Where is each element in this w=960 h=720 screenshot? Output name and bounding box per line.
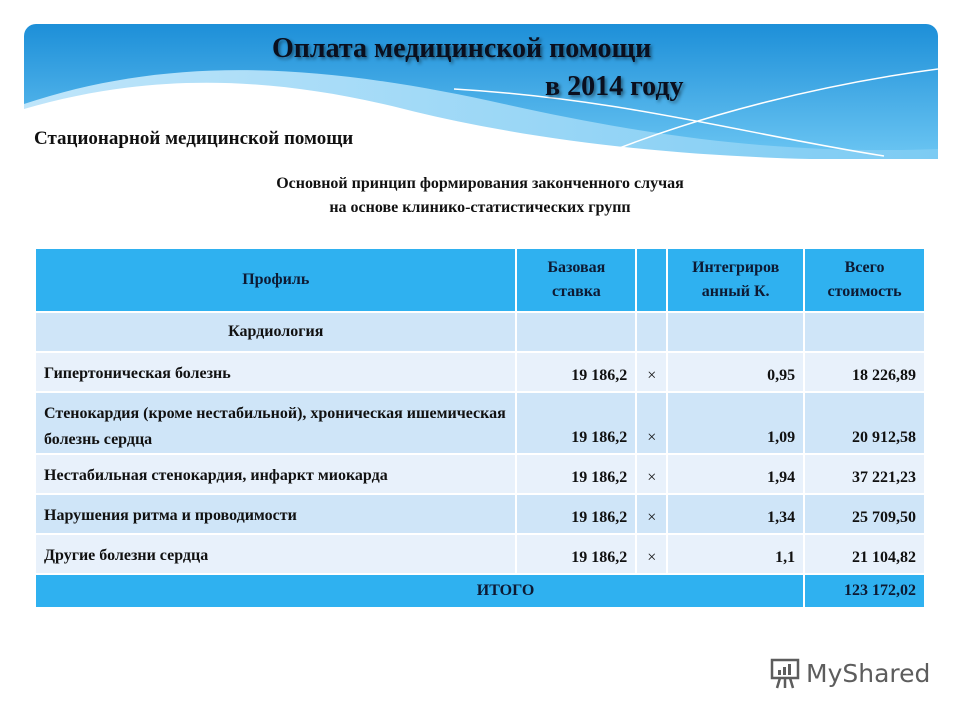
cost-table (34, 247, 926, 609)
row-coef: 0,95 (667, 352, 804, 392)
row-name: Стенокардия (кроме нестабильной), хроническая ишемическая болезнь сердца (35, 392, 516, 454)
section-label: Кардиология (35, 312, 516, 352)
title-line-1: Оплата медицинской помощи (272, 33, 652, 64)
row-base: 19 186,2 (516, 534, 636, 574)
row-coef: 1,1 (667, 534, 804, 574)
row-total: 25 709,50 (804, 494, 925, 534)
watermark-logo (768, 656, 930, 690)
total-row (35, 574, 925, 608)
table-row (35, 392, 925, 454)
header-total-cost: Всего стоимость (804, 248, 925, 312)
row-coef: 1,94 (667, 454, 804, 494)
header-multiply (636, 248, 667, 312)
row-base: 19 186,2 (516, 392, 636, 454)
empty-cell (636, 312, 667, 352)
title-line-2: в 2014 году (545, 71, 684, 102)
row-name: Нестабильная стенокардия, инфаркт миокарда (35, 454, 516, 494)
row-coef: 1,34 (667, 494, 804, 534)
table-row (35, 494, 925, 534)
table-row (35, 534, 925, 574)
header-coefficient: Интегриров анный К. (667, 248, 804, 312)
multiply-sign: × (636, 352, 667, 392)
multiply-sign: × (636, 494, 667, 534)
total-label: ИТОГО (35, 574, 804, 608)
subtitle: Стационарной медицинской помощи (34, 128, 354, 149)
row-base: 19 186,2 (516, 352, 636, 392)
empty-cell (804, 312, 925, 352)
empty-cell (516, 312, 636, 352)
row-name: Нарушения ритма и проводимости (35, 494, 516, 534)
table-row (35, 352, 925, 392)
row-total: 20 912,58 (804, 392, 925, 454)
table-header-row (35, 248, 925, 312)
presentation-board-icon (768, 656, 802, 690)
multiply-sign: × (636, 392, 667, 454)
row-total: 18 226,89 (804, 352, 925, 392)
empty-cell (667, 312, 804, 352)
row-total: 21 104,82 (804, 534, 925, 574)
row-name: Гипертоническая болезнь (35, 352, 516, 392)
section-row (35, 312, 925, 352)
table-row (35, 454, 925, 494)
row-total: 37 221,23 (804, 454, 925, 494)
row-base: 19 186,2 (516, 494, 636, 534)
header-base-rate: Базовая ставка (516, 248, 636, 312)
watermark-text: MyShared (806, 658, 931, 688)
total-value: 123 172,02 (804, 574, 925, 608)
row-coef: 1,09 (667, 392, 804, 454)
header-profile: Профиль (35, 248, 516, 312)
principle-line-1: Основной принцип формирования законченного случая (276, 175, 684, 192)
multiply-sign: × (636, 454, 667, 494)
multiply-sign: × (636, 534, 667, 574)
principle-text (0, 172, 960, 220)
principle-line-2: на основе клинико-статистических групп (329, 199, 631, 216)
row-name: Другие болезни сердца (35, 534, 516, 574)
row-base: 19 186,2 (516, 454, 636, 494)
